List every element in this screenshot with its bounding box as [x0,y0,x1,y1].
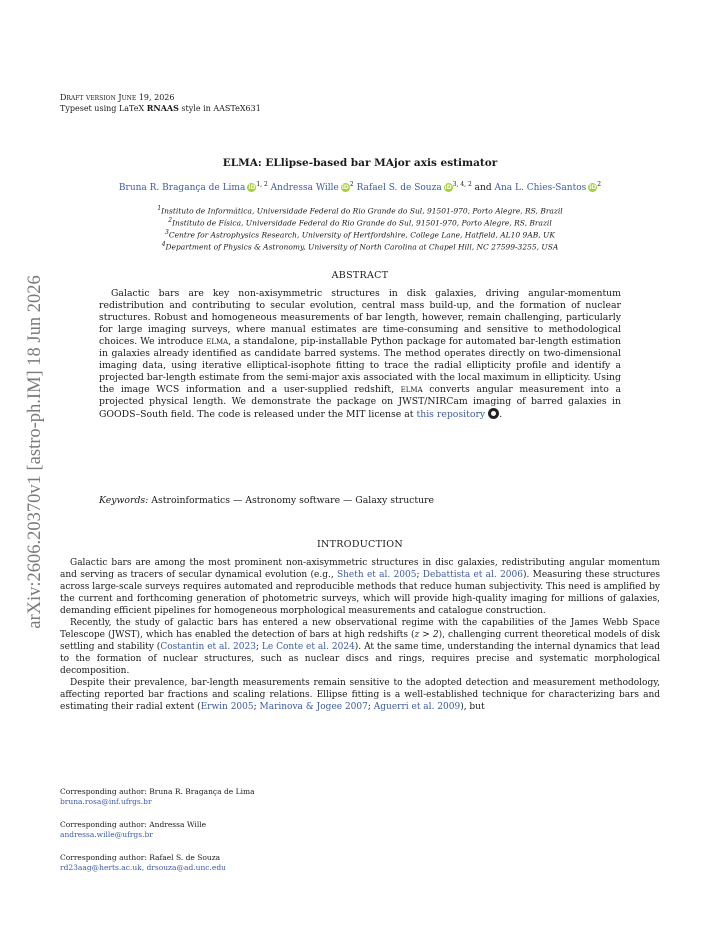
arxiv-stamp: arXiv:2606.20370v1 [astro-ph.IM] 18 Jun 2026 [25,275,45,629]
corresponding-author: Corresponding author: Rafael S. de Souza rd23aag@herts.ac.uk, drsouza@ad.unc.edu [60,853,226,872]
citation-link[interactable]: Sheth et al. 2005 [336,570,417,580]
section-heading-introduction: INTRODUCTION [316,539,404,550]
abstract-body: Galactic bars are key non-axisymmetric structures in disk galaxies, driving angular-momentum redistribution and contributing to secular evolution, central mass build-up, and the formation of nuclear structures. Robust and homogeneous measurements of bar length, however, remain challenging, particularly for large imaging surveys, where manual estimates are time-consuming and sensitive to methodological choices. We introduce elma, a standalone, pip-installable Python package for automated bar-length estimation in galaxies already identified as candidate barred systems. The method operates directly on two-dimensional imaging data, using iterative elliptical-isophote fitting to trace the radial ellipticity profile and identify a projected bar-length estimate from the semi-major axis associated with the local maximum in ellipticity. Using the image WCS information and a user-supplied redshift, elma converts angular measurement into a projected physical length. We demonstrate the package on JWST/NIRCam imaging of barred galaxies in GOODS–South field. The code is released under the MIT license at this repository . [99,288,621,420]
citation-link[interactable]: Debattista et al. 2006 [422,570,523,580]
latex-logo: LaTeX [118,104,145,113]
affiliation: $^4$Department of Physics & Astronomy, University of North Carolina at Chapel Hill, NC 27599-3255, USA [161,241,559,252]
paper-title: ELMA: ELlipse-based bar MAjor axis estimator [222,157,498,169]
affiliation: $^1$Instituto de Informática, Universidade Federal do Rio Grande do Sul, 91501-970, Porto Alegre, RS, Brazil [157,205,563,216]
citation-link[interactable]: Marinova & Jogee 2007 [259,702,368,712]
keywords: Keywords: Astroinformatics — Astronomy software — Galaxy structure [99,495,435,506]
author-list: Bruna R. Bragança de Lima iD$^{1, 2}$ Andressa Wille $iD^2$ Rafael S. de Souza iD$^{3, 4, 2}$ and Ana L. Chies-Santos $iD^2$ [118,181,602,193]
affiliation: $^2$Instituto de Física, Universidade Federal do Rio Grande do Sul, 91501-970, Porto Alegre, RS, Brazil [168,217,552,228]
orcid-icon[interactable]: iD [589,184,597,191]
abstract-heading: ABSTRACT [331,270,389,281]
citation-link[interactable]: Erwin 2005 [200,702,254,712]
author-name[interactable]: Ana L. Chies-Santos [494,183,587,193]
citation-link[interactable]: Costantin et al. 2023 [160,642,256,652]
citation-link[interactable]: Aguerri et al. 2009 [373,702,461,712]
author-name[interactable]: Andressa Wille [270,183,339,193]
email-link[interactable]: bruna.rosa@inf.ufrgs.br [60,797,152,806]
affiliation: $^3$Centre for Astrophysics Research, University of Hertfordshire, College Lane, Hatfield, AL10 9AB, UK [165,229,555,240]
orcid-icon[interactable]: iD [341,184,349,191]
corresponding-author: Corresponding author: Bruna R. Bragança de Lima bruna.rosa@inf.ufrgs.br [60,787,255,806]
intro-paragraph-2: Recently, the study of galactic bars has entered a new observational regime with the capabilities of the James Webb Space Telescope (JWST), which has enabled the detection of bars at high redshifts (z > 2), challenging current theoretical models of disk settling and stability (Costantin et al. 2023; Le Conte et al. 2024). At the same time, understanding the internal dynamics that lead to the formation of nuclear structures, such as nuclear discs and rings, requires precise and systematic morphological decomposition. [60,618,661,676]
intro-paragraph-1: Galactic bars are among the most prominent non-axisymmetric structures in disc galaxies, redistributing angular momentum and serving as tracers of secular dynamical evolution (e.g., Sheth et al. 2005; Debattista et al. 2006). Measuring these structures across large-scale surveys requires automated and reproducible methods that reduce human subjectivity. This need is amplified by the current and forthcoming generation of photometric surveys, which will provide high-quality imaging for millions of galaxies, demanding efficient pipelines for homogeneous morphological measurements and catalogue construction. [60,558,660,616]
orcid-icon[interactable]: iD [248,184,256,191]
intro-paragraph-3: Despite their prevalence, bar-length measurements remain sensitive to the adopted detection and measurement methodology, affecting reported bar fractions and scaling relations. Ellipse fitting is a well-established technique for characterizing bars and estimating their radial extent (Erwin 2005; Marinova & Jogee 2007; Aguerri et al. 2009), but [60,678,660,712]
orcid-icon[interactable]: iD [444,184,452,191]
citation-link[interactable]: Le Conte et al. 2024 [261,642,355,652]
repository-link[interactable]: this repository [416,409,486,420]
email-link[interactable]: rd23aag@herts.ac.uk, drsouza@ad.unc.edu [60,863,226,872]
author-name[interactable]: Bruna R. Bragança de Lima [118,183,246,193]
draft-version: Draft version June 19, 2026 [60,93,175,102]
github-icon[interactable] [488,408,499,419]
corresponding-author: Corresponding author: Andressa Wille andressa.wille@ufrgs.br [60,820,207,839]
email-link[interactable]: andressa.wille@ufrgs.br [60,830,153,839]
typeset-line: Typeset using LaTeX RNAAS style in AASTeX631 [60,103,261,113]
author-name[interactable]: Rafael S. de Souza [356,183,442,193]
